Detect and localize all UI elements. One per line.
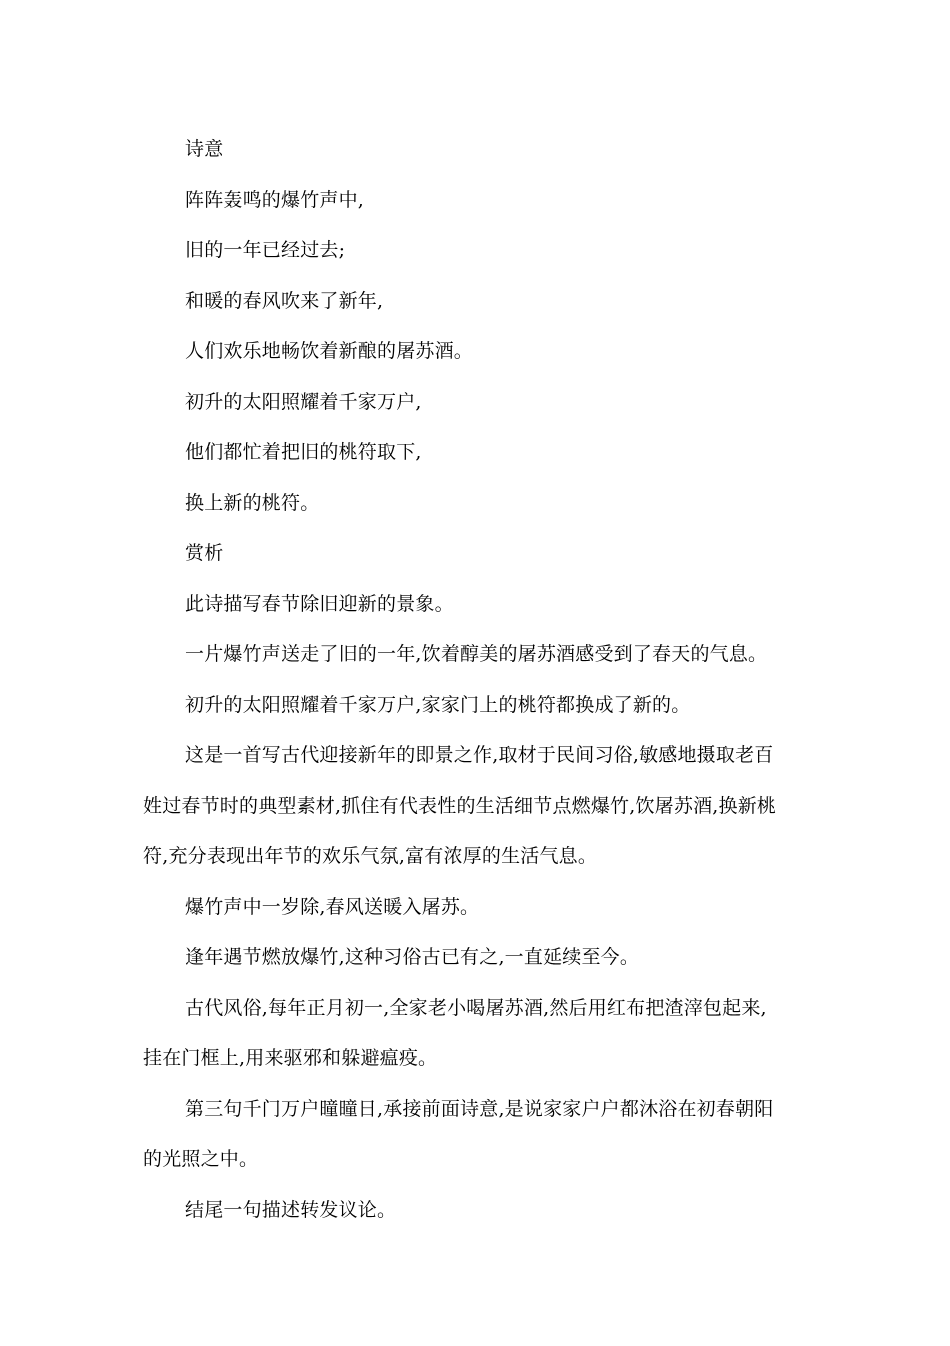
paragraph: 逢年遇节燃放爆竹,这种习俗古已有之,一直延续至今。 [185, 946, 640, 968]
paragraph: 初升的太阳照耀着千家万户,家家门上的桃符都换成了新的。 [185, 693, 691, 716]
paragraph: 人们欢乐地畅饮着新酿的屠苏酒。 [185, 340, 474, 362]
section-heading-shangxi: 赏析 [185, 542, 224, 564]
paragraph: 第三句千门万户曈曈日,承接前面诗意,是说家家户户都沐浴在初春朝阳的光照之中。 [143, 1097, 774, 1170]
paragraph: 古代风俗,每年正月初一,全家老小喝屠苏酒,然后用红布把渣滓包起来,挂在门框上,用来驱邪和躲避瘟疫。 [143, 996, 767, 1069]
paragraph: 阵阵轰鸣的爆竹声中, [185, 188, 365, 211]
paragraph: 一片爆竹声送走了旧的一年,饮着醇美的屠苏酒感受到了春天的气息。 [185, 643, 768, 665]
paragraph: 结尾一句描述转发议论。 [185, 1198, 397, 1221]
paragraph: 这是一首写古代迎接新年的即景之作,取材于民间习俗,敏感地摄取老百姓过春节时的典型素材,抓住有代表性的生活细节点燃爆竹,饮屠苏酒,换新桃符,充分表现出年节的欢乐气氛,富有浓厚的生活气息。 [143, 744, 777, 867]
paragraph: 爆竹声中一岁除,春风送暖入屠苏。 [185, 895, 480, 918]
document-body [143, 124, 783, 1235]
paragraph: 旧的一年已经过去; [185, 239, 346, 261]
paragraph: 和暖的春风吹来了新年, [185, 289, 384, 312]
section-heading-shiyi: 诗意 [185, 138, 224, 160]
paragraph: 他们都忙着把旧的桃符取下, [185, 441, 422, 463]
paragraph: 初升的太阳照耀着千家万户, [185, 390, 422, 413]
paragraph: 换上新的桃符。 [185, 491, 320, 514]
paragraph: 此诗描写春节除旧迎新的景象。 [185, 592, 454, 615]
